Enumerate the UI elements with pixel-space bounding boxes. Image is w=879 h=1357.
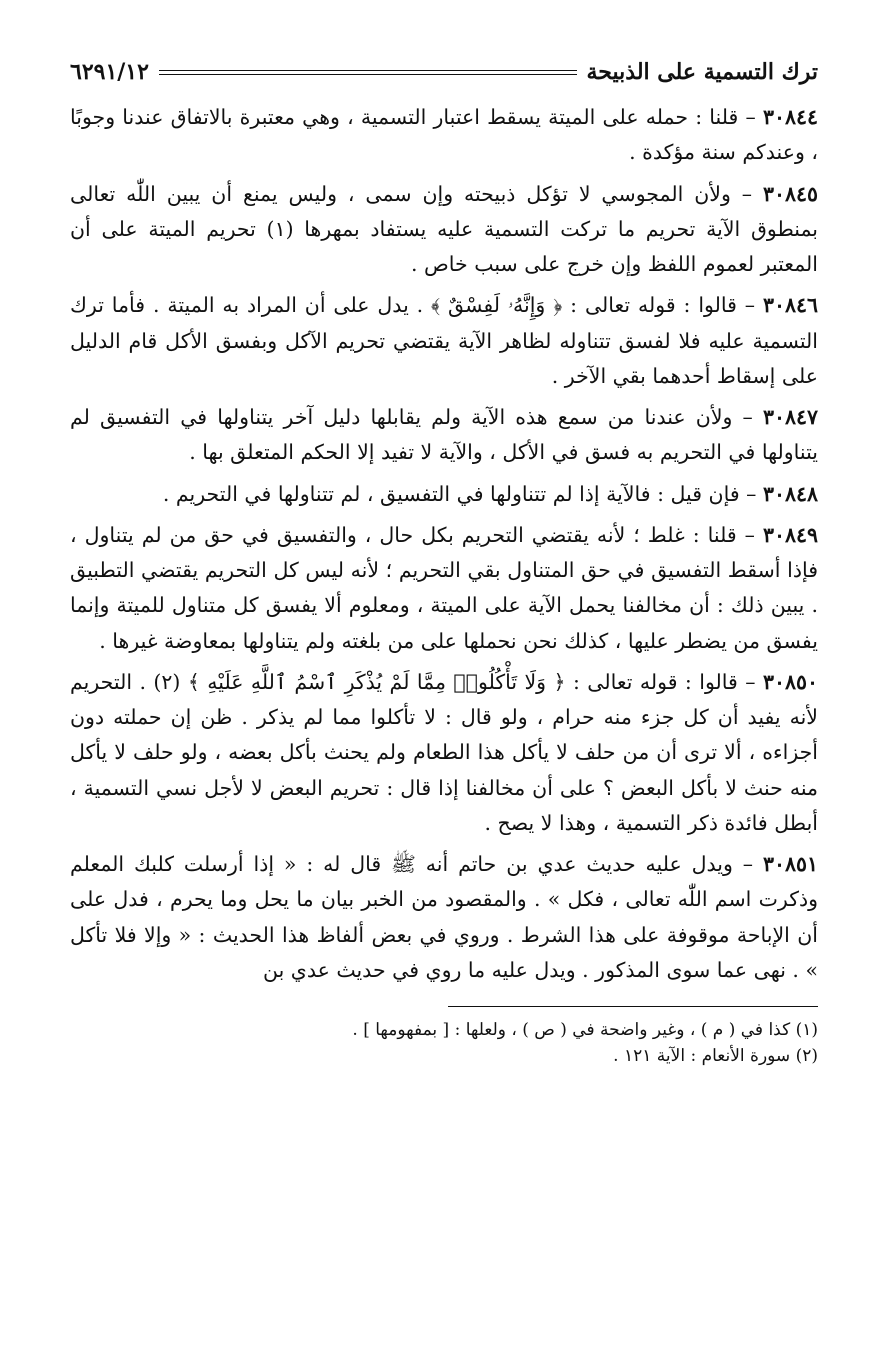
body-text <box>70 100 818 988</box>
paragraph-text: – قلنا : غلط ؛ لأنه يقتضي التحريم بكل حال ، والتفسيق في حق من لم يتناول ، فإذا أسقط التفسيق في حق المتناول بقي التحريم ؛ لأنه ليس كل التحريم يقتضي التطبيق . يبين ذلك : أن مخالفنا يحمل الآية على الميتة ، ومعلوم ألا يفسق كل متناول للميتة وإنما يفسق من يضطر عليها ، كذلك نحن نحملها على من بلغته ولم يتناولها بمعاوضة غيرها . <box>70 522 818 653</box>
paragraph <box>70 100 818 171</box>
paragraph-number: ٣٠٨٥٠ <box>762 669 818 694</box>
page-reference: ٦٢٩١/١٢ <box>70 59 149 85</box>
paragraph-number: ٣٠٨٤٩ <box>762 522 818 547</box>
footnotes <box>70 1017 818 1070</box>
paragraph-number: ٣٠٨٤٧ <box>762 405 818 429</box>
chapter-title: ترك التسمية على الذبيحة <box>586 59 818 85</box>
paragraph <box>70 288 818 394</box>
paragraph <box>70 518 818 659</box>
paragraph-number: ٣٠٨٤٤ <box>762 105 818 129</box>
paragraph-number: ٣٠٨٤٨ <box>762 481 818 506</box>
paragraph <box>70 177 818 283</box>
paragraph <box>70 847 818 988</box>
footnote: (١) كذا في ( م ) ، وغير واضحة في ( ص ) ، ولعلها : [ بمفهومها ] . <box>352 1020 818 1040</box>
paragraph-text: – ويدل عليه حديث عدي بن حاتم أنه ﷺ قال له : « إذا أرسلت كلبك المعلم وذكرت اسم اللّٰه تعالى ، فكل » . والمقصود من الخبر بيان ما يحل وما يحرم ، فدل على أن الإباحة موقوفة على هذا الشرط . وروي في بعض ألفاظ هذا الحديث : « وإلا فلا تأكل » . نهى عما سوى المذكور . ويدل عليه ما روي في حديث عدي بن <box>70 852 818 982</box>
paragraph-number: ٣٠٨٤٦ <box>762 293 818 318</box>
footnote-separator <box>448 1006 818 1007</box>
paragraph-text: – فإن قيل : فالآية إذا لم تتناولها في التفسيق ، لم تتناولها في التحريم . <box>162 481 763 506</box>
paragraph <box>70 665 818 841</box>
paragraph-number: ٣٠٨٤٥ <box>762 181 818 206</box>
paragraph-text: – قالوا : قوله تعالى : ﴿ وَلَا تَأْكُلُوا۟ مِمَّا لَمْ يُذْكَرِ ٱسْمُ ٱللَّهِ عَلَيْهِ ﴾ (٢) . التحريم لأنه يفيد أن كل جزء منه حرام ، ولو قال : لا تأكلوا مما لم يذكر . ظن إن حملته دون أجزاءه ، ألا ترى أن من حلف لا يأكل هذا الطعام ولم يحنث بأكل بعضه ، ولو حلف لا يأكل منه حنث لا بأكل البعض ؟ على أن مخالفنا إذا قال : تحريم البعض لا لأجل نسي التسمية ، أبطل فائدة ذكر التسمية ، وهذا لا يصح . <box>70 669 818 835</box>
paragraph <box>70 400 818 471</box>
paragraph-text: – ولأن عندنا من سمع هذه الآية ولم يقابلها دليل آخر يتناولها في التفسيق لم يتناولها في التحريم به فسق في الأكل ، والآية لا تفيد إلا الحكم المتعلق بها . <box>70 405 818 465</box>
running-header <box>70 52 818 92</box>
paragraph <box>70 477 818 512</box>
footnote: (٢) سورة الأنعام : الآية ١٢١ . <box>613 1046 818 1067</box>
document-page <box>70 52 818 1070</box>
paragraph-text: – قالوا : قوله تعالى : ﴿ وَإِنَّهُۥ لَفِسْقٌ ﴾ . يدل على أن المراد به الميتة . فأما ترك التسمية عليه فلا لفسق تتناوله لظاهر الآية يقتضي تحريم الآكل وبفسق الأكل قام الدليل على إسقاط أحدهما بقي الآخر . <box>70 293 818 388</box>
paragraph-text: – ولأن المجوسي لا تؤكل ذبيحته وإن سمى ، وليس يمنع أن يبين اللّٰه تعالى بمنطوق الآية تحريم ما تركت التسمية عليه يستفاد بمهرها (١) تحريم الميتة على أن المعتبر لعموم اللفظ وإن خرج على سبب خاص . <box>70 181 818 276</box>
paragraph-text: – قلنا : حمله على الميتة يسقط اعتبار التسمية ، وهي معتبرة بالاتفاق عندنا وجوبًا ، وعندكم سنة مؤكدة . <box>70 105 818 165</box>
paragraph-number: ٣٠٨٥١ <box>762 852 818 876</box>
header-rule <box>159 70 577 75</box>
